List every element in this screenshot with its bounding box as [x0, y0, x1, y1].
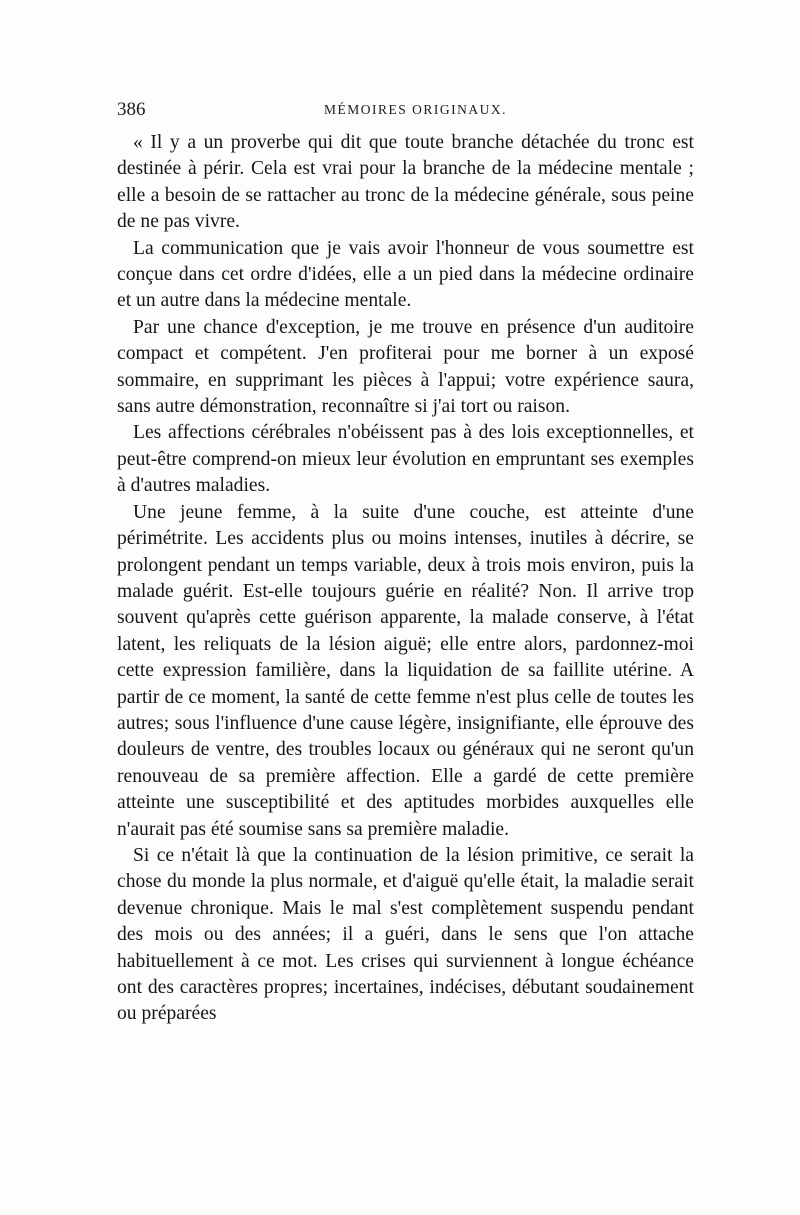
running-title: MÉMOIRES ORIGINAUX.	[324, 102, 507, 117]
paragraph-young-woman: Une jeune femme, à la suite d'une couche, est atteinte d'une périmétrite. Les accidents plus ou moins intenses, inutiles à décrire, se prolongent pendant un temps variable, deux à trois mois environ, puis la malade guérit. Est-elle toujours guérie en réalité? Non. Il arrive trop souvent qu'après cette guérison apparente, la malade conserve, à l'état latent, les reliquats de la lésion aiguë; elle entre alors, pardonnez-moi cette expression familière, dans la liquidation de sa faillite utérine. A partir de ce moment, la santé de cette femme n'est plus celle de toutes les autres; sous l'influence d'une cause légère, insignifiante, elle éprouve des douleurs de ventre, des troubles locaux ou généraux qui ne seront qu'un renouveau de sa première affection. Elle a gardé de cette première atteinte une susceptibilité et des aptitudes morbides auxquelles elle n'aurait pas été soumise sans sa première maladie.	[117, 501, 694, 840]
paragraph-proverb: « Il y a un proverbe qui dit que toute branche détachée du tronc est destinée à périr. Cela est vrai pour la branche de la médecine mentale ; elle a besoin de se rattacher au tronc de la médecine générale, sous peine de ne pas vivre.	[117, 132, 694, 233]
paragraph-audience: Par une chance d'exception, je me trouve en présence d'un auditoire compact et compétent. J'en profiterai pour me borner à un exposé sommaire, en supprimant les pièces à l'appui; votre expérience saura, sans autre démonstration, reconnaître si j'ai tort ou raison.	[117, 316, 694, 418]
page-header	[117, 99, 694, 123]
body-text	[117, 130, 694, 1028]
paragraph-continuation: Si ce n'était là que la continuation de la lésion primitive, ce serait la chose du monde la plus normale, et d'aiguë qu'elle était, la maladie serait devenue chronique. Mais le mal s'est complètement suspendu pendant des mois ou des années; il a guéri, dans le sens que l'on attache habituellement à ce mot. Les crises qui surviennent à longue échéance ont des caractères propres; incertaines, indécises, débutant soudainement ou préparées	[117, 844, 694, 1025]
page-number: 386	[117, 99, 146, 120]
paragraph-communication: La communication que je vais avoir l'honneur de vous soumettre est conçue dans cet ordre d'idées, elle a un pied dans la médecine ordinaire et un autre dans la médecine mentale.	[117, 237, 694, 312]
paragraph-cerebral-affections: Les affections cérébrales n'obéissent pas à des lois exceptionnelles, et peut-être comprend-on mieux leur évolution en empruntant ses exemples à d'autres maladies.	[117, 422, 694, 497]
